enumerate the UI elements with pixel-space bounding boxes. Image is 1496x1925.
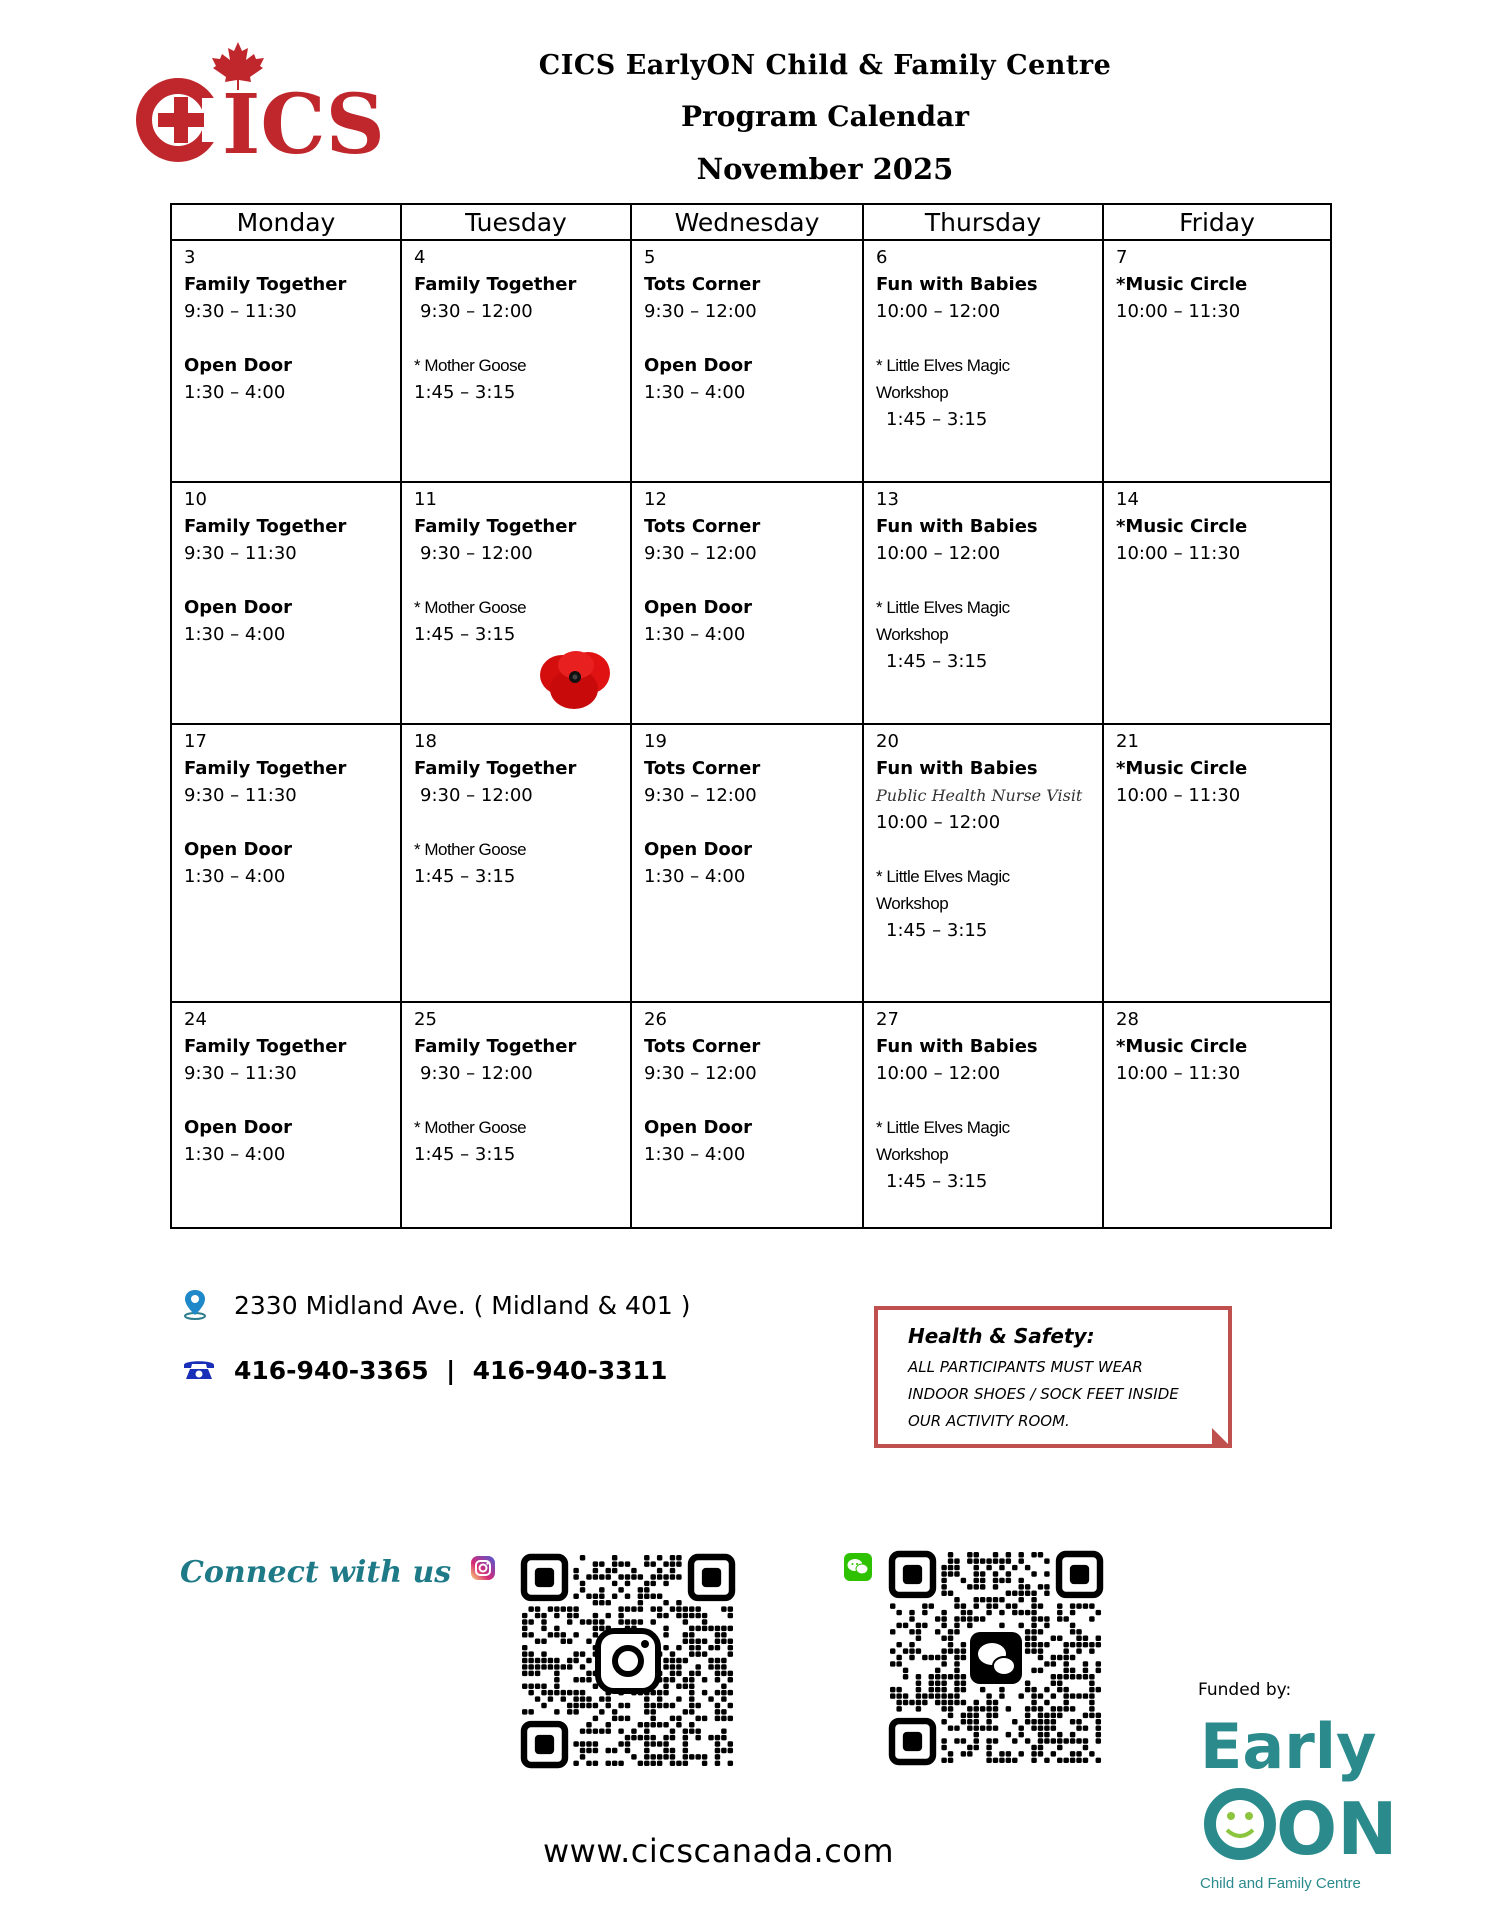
- program-name: Tots Corner: [644, 516, 761, 537]
- centre-title: CICS EarlyON Child & Family Centre: [538, 50, 1112, 81]
- program-name: Tots Corner: [644, 1036, 761, 1057]
- program-name: Family Together: [414, 1036, 577, 1057]
- program-time: 9:30 – 12:00: [644, 785, 757, 806]
- program-name: Open Door: [184, 355, 293, 376]
- program-name: Family Together: [414, 516, 577, 537]
- program-name: * Little Elves Magic: [876, 598, 1010, 617]
- wechat-icon: [844, 1553, 872, 1581]
- notice-text: ALL PARTICIPANTS MUST WEAR INDOOR SHOES / SOCK FEET INSIDE OUR ACTIVITY ROOM.: [908, 1358, 1179, 1430]
- program-time: 1:45 – 3:15: [886, 409, 988, 430]
- program-time: 1:45 – 3:15: [886, 1171, 988, 1192]
- program-time: 10:00 – 12:00: [876, 301, 1001, 322]
- day-cell: [171, 724, 401, 1002]
- program-time: 1:30 – 4:00: [644, 1144, 746, 1165]
- day-cell: [1103, 240, 1331, 482]
- date-number: 25: [414, 1009, 437, 1030]
- program-name: * Mother Goose: [414, 840, 527, 859]
- program-time: 1:30 – 4:00: [184, 382, 286, 403]
- program-time: 9:30 – 11:30: [184, 301, 297, 322]
- date-number: 7: [1116, 247, 1128, 268]
- address-line: [182, 1288, 690, 1326]
- program-time: 1:45 – 3:15: [414, 624, 516, 645]
- program-calendar: [170, 203, 1332, 1229]
- weekday-header: Thursday: [863, 204, 1103, 240]
- poppy-icon: [538, 645, 612, 713]
- day-cell: [1103, 724, 1331, 1002]
- address-text: 2330 Midland Ave. ( Midland & 401 ): [234, 1291, 691, 1320]
- calendar-month: November 2025: [696, 152, 954, 186]
- program-name: Open Door: [184, 1117, 293, 1138]
- earlyon-logo: [1200, 1706, 1398, 1896]
- day-cell: [631, 724, 863, 1002]
- date-number: 20: [876, 731, 899, 752]
- day-cell: [863, 240, 1103, 482]
- notice-title: Health & Safety:: [908, 1324, 1095, 1348]
- date-number: 24: [184, 1009, 207, 1030]
- program-name: * Mother Goose: [414, 356, 527, 375]
- week-row: [171, 482, 1331, 724]
- program-name: * Little Elves Magic: [876, 1118, 1010, 1137]
- program-time: 9:30 – 12:00: [420, 1063, 533, 1084]
- connect-heading: Connect with us: [180, 1555, 452, 1590]
- program-name: Open Door: [644, 839, 753, 860]
- day-cell: [863, 1002, 1103, 1228]
- program-name: Open Door: [184, 839, 293, 860]
- program-time: 10:00 – 11:30: [1116, 785, 1241, 806]
- funded-by-label: Funded by:: [1198, 1680, 1292, 1700]
- program-time: 9:30 – 11:30: [184, 1063, 297, 1084]
- program-name: * Little Elves Magic: [876, 356, 1010, 375]
- program-name: Workshop: [876, 894, 949, 913]
- website-link[interactable]: www.cicscanada.com: [543, 1832, 895, 1870]
- program-time: 9:30 – 12:00: [644, 1063, 757, 1084]
- program-time: 1:45 – 3:15: [886, 920, 988, 941]
- program-note: Public Health Nurse Visit: [876, 786, 1083, 805]
- program-time: 9:30 – 12:00: [420, 301, 533, 322]
- page-curl-decoration: [1212, 1428, 1232, 1448]
- day-cell: [863, 482, 1103, 724]
- program-name: Family Together: [184, 758, 347, 779]
- program-time: 1:30 – 4:00: [644, 866, 746, 887]
- date-number: 13: [876, 489, 899, 510]
- program-name: Open Door: [184, 597, 293, 618]
- earlyon-logo-line1: Early: [1200, 1710, 1377, 1783]
- date-number: 10: [184, 489, 207, 510]
- program-time: 1:30 – 4:00: [644, 382, 746, 403]
- weekday-header: Tuesday: [401, 204, 631, 240]
- program-name: Workshop: [876, 383, 949, 402]
- program-time: 9:30 – 12:00: [420, 785, 533, 806]
- program-name: Open Door: [644, 1117, 753, 1138]
- program-time: 9:30 – 11:30: [184, 543, 297, 564]
- date-number: 17: [184, 731, 207, 752]
- week-row: [171, 240, 1331, 482]
- program-name: *Music Circle: [1116, 274, 1248, 295]
- program-name: Fun with Babies: [876, 1036, 1038, 1057]
- program-name: * Little Elves Magic: [876, 867, 1010, 886]
- day-cell: [631, 1002, 863, 1228]
- program-time: 10:00 – 11:30: [1116, 543, 1241, 564]
- program-time: 9:30 – 12:00: [644, 301, 757, 322]
- program-name: *Music Circle: [1116, 1036, 1248, 1057]
- program-time: 10:00 – 12:00: [876, 812, 1001, 833]
- program-time: 9:30 – 11:30: [184, 785, 297, 806]
- program-time: 1:30 – 4:00: [644, 624, 746, 645]
- program-name: Fun with Babies: [876, 274, 1038, 295]
- date-number: 12: [644, 489, 667, 510]
- day-cell: [171, 240, 401, 482]
- day-cell: [863, 724, 1103, 1002]
- date-number: 26: [644, 1009, 667, 1030]
- calendar-title: Program Calendar: [680, 100, 970, 133]
- program-time: 1:30 – 4:00: [184, 866, 286, 887]
- day-cell: [171, 482, 401, 724]
- day-cell: [171, 1002, 401, 1228]
- program-time: 1:45 – 3:15: [414, 866, 516, 887]
- svg-text:ICS: ICS: [222, 77, 385, 173]
- program-time: 9:30 – 12:00: [420, 543, 533, 564]
- wechat-qr-code[interactable]: [890, 1552, 1102, 1764]
- program-time: 10:00 – 11:30: [1116, 1063, 1241, 1084]
- day-cell: [401, 724, 631, 1002]
- day-cell: [1103, 1002, 1331, 1228]
- weekday-header-row: [171, 204, 1331, 240]
- day-cell: [401, 482, 631, 724]
- date-number: 5: [644, 247, 656, 268]
- program-name: * Mother Goose: [414, 598, 527, 617]
- location-pin-icon: [182, 1288, 212, 1326]
- program-time: 1:30 – 4:00: [184, 624, 286, 645]
- date-number: 11: [414, 489, 437, 510]
- program-time: 1:45 – 3:15: [886, 651, 988, 672]
- earlyon-logo-line2: ON: [1276, 1787, 1398, 1871]
- phone-line: [182, 1356, 667, 1387]
- date-number: 4: [414, 247, 426, 268]
- weekday-header: Friday: [1103, 204, 1331, 240]
- program-name: Family Together: [184, 1036, 347, 1057]
- instagram-qr-code[interactable]: [522, 1555, 734, 1767]
- program-name: Family Together: [414, 758, 577, 779]
- program-time: 10:00 – 11:30: [1116, 301, 1241, 322]
- date-number: 28: [1116, 1009, 1139, 1030]
- program-name: Open Door: [644, 355, 753, 376]
- program-name: *Music Circle: [1116, 758, 1248, 779]
- program-name: Open Door: [644, 597, 753, 618]
- day-cell: [401, 240, 631, 482]
- program-name: Workshop: [876, 625, 949, 644]
- cics-logo: [130, 40, 420, 173]
- program-name: *Music Circle: [1116, 516, 1248, 537]
- program-name: Fun with Babies: [876, 516, 1038, 537]
- earlyon-logo-sub: Child and Family Centre: [1200, 1875, 1361, 1892]
- program-time: 1:45 – 3:15: [414, 382, 516, 403]
- day-cell: [401, 1002, 631, 1228]
- day-cell: [1103, 482, 1331, 724]
- health-safety-notice: [874, 1306, 1232, 1448]
- date-number: 6: [876, 247, 888, 268]
- weekday-header: Monday: [171, 204, 401, 240]
- program-name: Family Together: [184, 274, 347, 295]
- program-name: Family Together: [414, 274, 577, 295]
- date-number: 27: [876, 1009, 899, 1030]
- week-row: [171, 724, 1331, 1002]
- weekday-header: Wednesday: [631, 204, 863, 240]
- day-cell: [631, 482, 863, 724]
- date-number: 18: [414, 731, 437, 752]
- program-time: 10:00 – 12:00: [876, 543, 1001, 564]
- program-name: * Mother Goose: [414, 1118, 527, 1137]
- date-number: 3: [184, 247, 196, 268]
- date-number: 21: [1116, 731, 1139, 752]
- program-name: Tots Corner: [644, 274, 761, 295]
- program-time: 1:30 – 4:00: [184, 1144, 286, 1165]
- day-cell: [631, 240, 863, 482]
- program-name: Family Together: [184, 516, 347, 537]
- date-number: 19: [644, 731, 667, 752]
- program-time: 9:30 – 12:00: [644, 543, 757, 564]
- program-time: 1:45 – 3:15: [414, 1144, 516, 1165]
- telephone-icon: [182, 1357, 212, 1387]
- program-name: Fun with Babies: [876, 758, 1038, 779]
- program-time: 10:00 – 12:00: [876, 1063, 1001, 1084]
- program-name: Workshop: [876, 1145, 949, 1164]
- instagram-icon: [470, 1555, 496, 1581]
- date-number: 14: [1116, 489, 1139, 510]
- phone-text: 416-940-3365 | 416-940-3311: [234, 1356, 668, 1385]
- program-name: Tots Corner: [644, 758, 761, 779]
- week-row: [171, 1002, 1331, 1228]
